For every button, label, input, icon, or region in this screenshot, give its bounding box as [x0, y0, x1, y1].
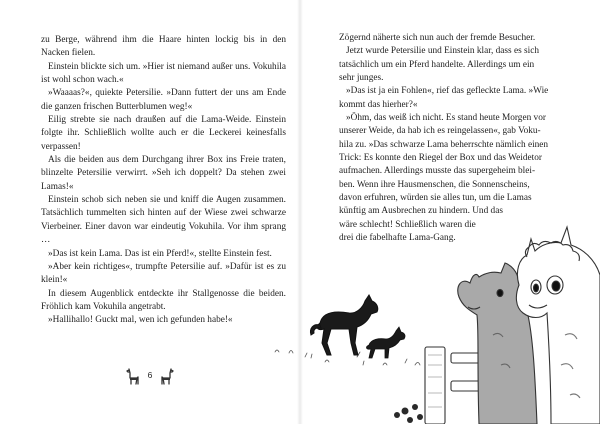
text-line: Trick: Es konnte den Riegel der Box und das Weidetor — [339, 153, 542, 164]
text-line: Zögernd näherte sich nun auch der fremde Besucher. — [339, 33, 536, 43]
paragraph: »Hallihallo! Guckt mal, wen ich gefunden habe!« — [48, 315, 233, 326]
text-line: drei die fabelhafte Lama-Gang. — [339, 233, 456, 244]
text-line: Jetzt wurde Petersilie und Einstein klar, dass es sich — [346, 46, 540, 57]
paragraph — [339, 32, 573, 45]
paragraph: »Waaaas?«, quiekte Petersilie. »Dann futtert der uns am Ende die ganzen frischen Butterblumen weg!« — [41, 88, 286, 112]
page-number: 6 — [147, 370, 153, 380]
paragraph: Einstein schob sich neben sie und kniff die Augen zusammen. Tatsächlich tummelten sich hinten auf der Wiese zwei schwarze Vierbeiner. Einer davon war eindeutig Vokuhila. Vor ihm sprang … — [41, 195, 286, 246]
text-line: ben. Wenn ihre Hausmenschen, die Sonnenscheins, — [339, 179, 530, 190]
page-footer — [125, 366, 175, 388]
text-line: davon erfuhren, würden sie alles tun, um die Lamas — [339, 193, 532, 204]
paragraph: »Aber kein richtiges«, trumpfte Petersilie auf. »Dafür ist es zu klein!« — [41, 261, 286, 286]
text-line: künftig am Ausbrechen zu hindern. Und das — [339, 206, 503, 217]
text-line: »Das ist ja ein Fohlen«, rief das gefleckte Lama. »Wie — [346, 86, 549, 97]
text-line: unserer Weide, da hab ich es reingelassen«, gab Voku- — [339, 126, 541, 137]
paragraph — [339, 45, 573, 85]
text-line: »Öhm, das weiß ich nicht. Es stand heute Morgen vor — [346, 113, 546, 124]
small-foal — [367, 327, 405, 358]
left-page-text — [41, 34, 286, 328]
text-line: tatsächlich um ein Pferd handelte. Allerdings um ein — [339, 59, 535, 70]
llama-silhouette-icon — [157, 367, 175, 387]
text-line: wäre schlecht! Schließlich waren die — [339, 219, 476, 230]
right-page-text — [339, 32, 573, 246]
paragraph — [339, 85, 573, 112]
text-line: hila zu. »Das schwarze Lama beherrschte nämlich einen — [339, 139, 549, 150]
text-line: aufmachen. Allerdings musste das supergeheim blei- — [339, 166, 536, 177]
paragraph: Eilig strebte sie nach draußen auf die Lama-Weide. Einstein folgte ihr. Schließlich wollte auch er die Leckerei keinesfalls verpassen! — [41, 115, 286, 152]
llamas-and-foal-illustration — [265, 215, 600, 424]
grass-strokes — [275, 350, 420, 365]
paragraph: zu Berge, während ihm die Haare hinten lockig bis in den Nacken fielen. — [41, 35, 286, 59]
paragraph: In diesem Augenblick entdeckte ihr Stallgenosse die beiden. Fröhlich kam Vokuhila angetrabt. — [41, 288, 286, 312]
paragraph: Einstein blickte sich um. »Hier ist niemand außer uns. Vokuhila ist wohl schon wach.« — [41, 61, 286, 86]
llama-silhouette-icon — [125, 367, 143, 387]
text-line: kommt das hierher?« — [339, 99, 418, 110]
text-line: sehr junges. — [339, 73, 384, 84]
paragraph: Als die beiden aus dem Durchgang ihrer Box ins Freie traten, blinzelte Petersilie verwirrt. »Seh ich doppelt? Da stehen zwei Lamas!« — [41, 155, 286, 192]
paragraph: »Das ist kein Lama. Das ist ein Pferd!«, stellte Einstein fest. — [48, 248, 272, 259]
